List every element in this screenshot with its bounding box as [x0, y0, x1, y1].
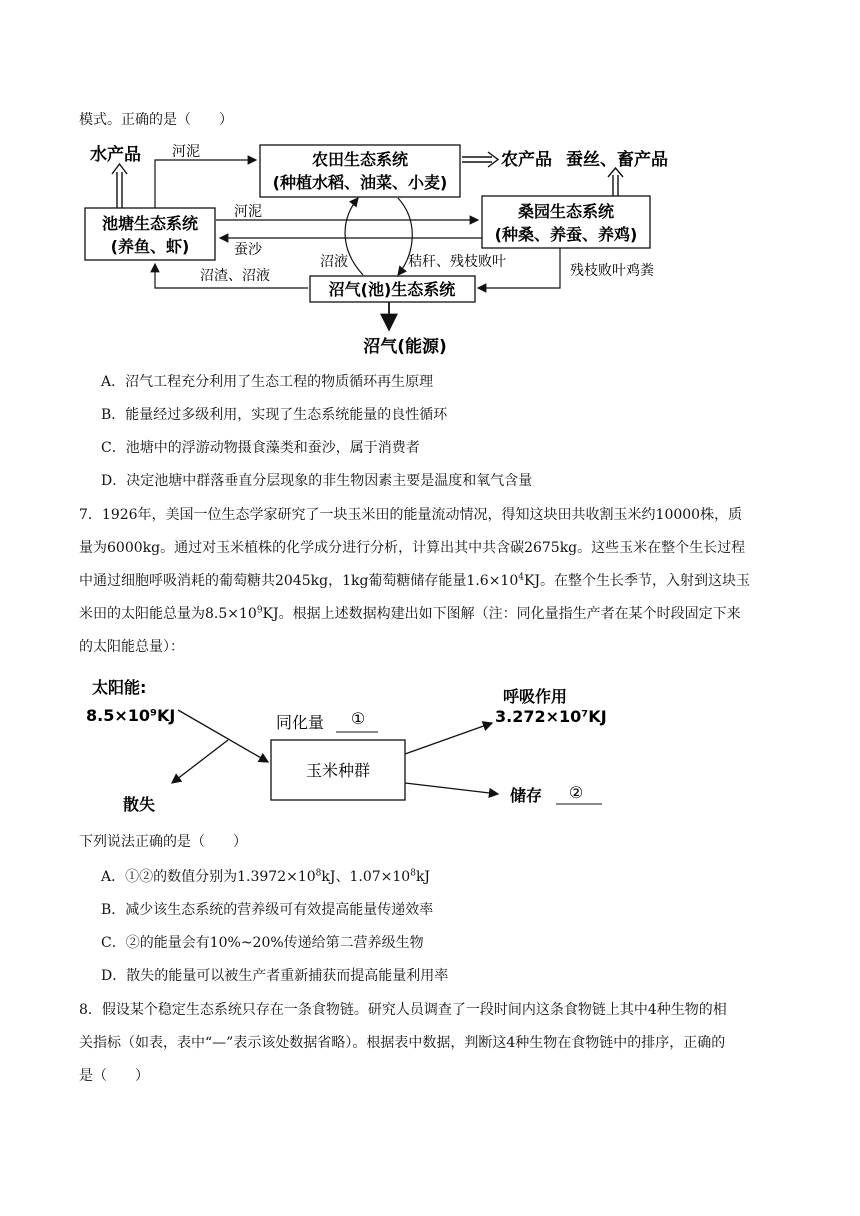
pond-ecosystem-sub: (养鱼、虾) — [110, 237, 190, 256]
q7-line-4: 米田的太阳能总量为$8.5\times 10^9KJ$。根据上述数据构建出如下图解（注：同化量指生产者在某个时段固定下来 — [79, 605, 741, 622]
q6-option-b: B．能量经过多级利用，实现了生态系统能量的良性循环 — [101, 407, 448, 423]
q7-line-2: 量为6000kg。通过对玉米植株的化学成分进行分析，计算出其中共含碳2675kg。这些玉米在整个生长过程 — [79, 540, 746, 556]
q6-option-a: A．沼气工程充分利用了生态工程的物质循环再生原理 — [101, 374, 434, 390]
leaves-manure-label: 残枝败叶鸡粪 — [570, 263, 654, 279]
q8-line-1: 8．假设某个稳定生态系统只存在一条食物链。研究人员调查了一段时间内这条食物链上其中4种生物的相 — [79, 1002, 727, 1018]
residue-label: 沼渣、沼液 — [200, 268, 270, 284]
biogas-liquid-label: 沼液 — [320, 254, 348, 270]
corn-population-label: 玉米种群 — [305, 761, 371, 780]
mark-1: ① — [350, 709, 366, 728]
q7-option-a: A．①②的数值分别为$1.3972\times 10^8kJ$、$1.07\times 10^8kJ$ — [101, 868, 431, 885]
mark-2: ② — [568, 783, 584, 802]
q8-line-3: 是（ ） — [79, 1068, 149, 1084]
farm-ecosystem-title: 农田生态系统 — [311, 150, 409, 169]
q7-option-d: D．散失的能量可以被生产者重新捕获而提高能量利用率 — [101, 968, 449, 984]
respiration-label: 呼吸作用 — [503, 687, 568, 706]
silk-products-label: 蚕丝、畜产品 — [566, 150, 668, 170]
river-mud-top-label: 河泥 — [172, 144, 200, 160]
river-mud-mid-label: 河泥 — [234, 204, 262, 220]
q6-intro-tail: 模式。正确的是（ ） — [79, 112, 233, 128]
q7-option-c: C．②的能量会有10%~20%传递给第二营养级生物 — [101, 935, 424, 951]
q7-option-b: B．减少该生态系统的营养级可有效提高能量传递效率 — [101, 902, 434, 918]
q7-line-3: 中通过细胞呼吸消耗的葡萄糖共2045kg，1kg葡萄糖储存能量$1.6\times 10^4KJ$。在整个生长季节，入射到这块玉 — [79, 572, 751, 589]
q6-option-c: C．池塘中的浮游动物摄食藻类和蚕沙，属于消费者 — [101, 440, 420, 456]
silkworm-sand-label: 蚕沙 — [234, 242, 262, 258]
farm-ecosystem-sub: (种植水稻、油菜、小麦) — [272, 173, 448, 192]
farm-products-label: 农产品 — [501, 150, 552, 170]
biogas-ecosystem-title: 沼气(池)生态系统 — [328, 280, 456, 299]
storage-label: 储存 — [510, 786, 543, 805]
straw-label: 秸秆、残枝败叶 — [408, 254, 506, 270]
assimilation-label: 同化量 — [276, 713, 325, 732]
q7-energy-diagram — [0, 670, 860, 830]
sun-energy-value: 8.5×10⁹KJ — [86, 706, 176, 725]
respiration-value: 3.272×10⁷KJ — [495, 707, 607, 726]
mulberry-ecosystem-sub: (种桑、养蚕、养鸡) — [494, 225, 638, 244]
q6-option-d: D．决定池塘中群落垂直分层现象的非生物因素主要是温度和氧气含量 — [101, 473, 533, 489]
mulberry-ecosystem-title: 桑园生态系统 — [517, 202, 615, 221]
q8-line-2: 关指标（如表，表中“—”表示该处数据省略）。根据表中数据，判断这4种生物在食物链中的排序，正确的 — [79, 1035, 726, 1051]
q7-line-1: 7．1926年，美国一位生态学家研究了一块玉米田的能量流动情况，得知这块田共收割玉米约10000株，质 — [79, 507, 743, 523]
q7-question: 下列说法正确的是（ ） — [79, 834, 247, 850]
lost-label: 散失 — [123, 795, 156, 814]
biogas-energy-label: 沼气(能源) — [363, 337, 447, 357]
q7-line-5: 的太阳能总量）： — [79, 639, 184, 655]
pond-ecosystem-title: 池塘生态系统 — [101, 214, 199, 233]
sun-energy-label: 太阳能: — [92, 678, 147, 697]
water-products-label: 水产品 — [90, 145, 141, 165]
q6-eco-diagram — [0, 130, 860, 370]
